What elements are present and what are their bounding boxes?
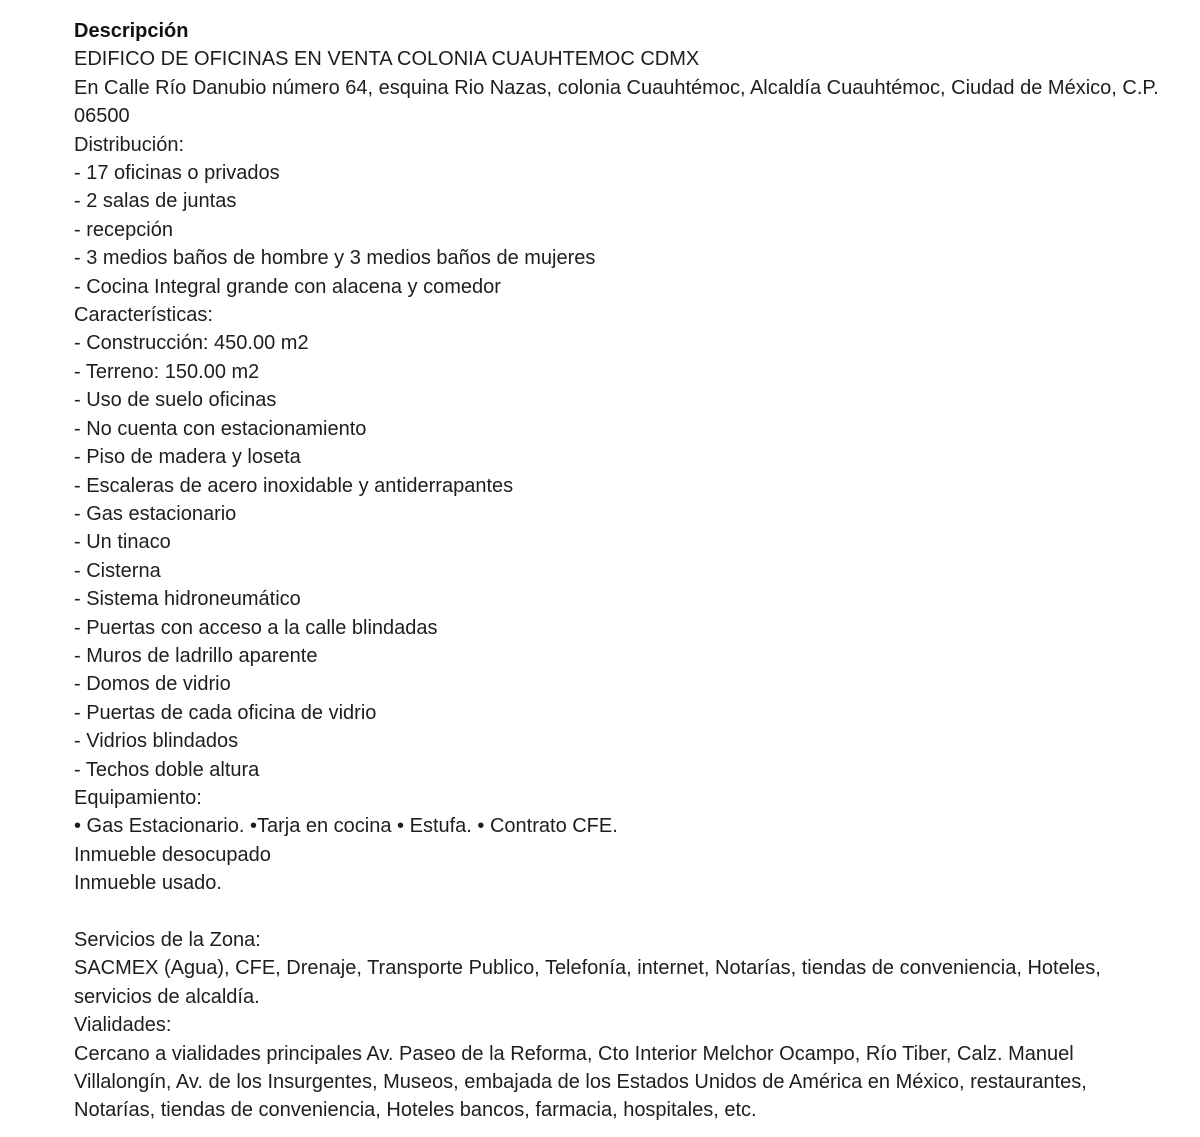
list-item: - Cocina Integral grande con alacena y comedor	[74, 275, 501, 298]
list-item: - Vidrios blindados	[74, 730, 239, 753]
list-item: - Muros de ladrillo aparente	[74, 644, 318, 667]
servicios-text: SACMEX (Agua), CFE, Drenaje, Transporte Publico, Telefonía, internet, Notarías, tiendas de conveniencia, Hoteles, servicios de alcaldía.	[74, 957, 1101, 1008]
list-item: - No cuenta con estacionamiento	[74, 417, 367, 440]
distribucion-label: Distribución:	[74, 133, 185, 156]
list-item: - Un tinaco	[74, 531, 171, 554]
list-item: - Techos doble altura	[74, 758, 260, 781]
list-item: - Piso de madera y loseta	[74, 446, 301, 469]
listing-title: EDIFICO DE OFICINAS EN VENTA COLONIA CUAUHTEMOC CDMX	[74, 48, 700, 71]
property-status-condition: Inmueble usado.	[74, 872, 222, 895]
list-item: - Cisterna	[74, 559, 161, 582]
list-item: - Construcción: 450.00 m2	[74, 332, 309, 355]
vialidades-text: Cercano a vialidades principales Av. Paseo de la Reforma, Cto Interior Melchor Ocampo, Río Tiber, Calz. Manuel Villalongín, Av. de los Insurgentes, Museos, embajada de los Estados Unidos de América en México, restaurantes, Notarías, tiendas de conveniencia, Hoteles bancos, farmacia, hospitales, etc.	[74, 1042, 1087, 1122]
list-item: - Puertas con acceso a la calle blindadas	[74, 616, 438, 639]
list-item: - Puertas de cada oficina de vidrio	[74, 701, 377, 724]
caracteristicas-label: Características:	[74, 304, 213, 327]
address-text: En Calle Río Danubio número 64, esquina Rio Nazas, colonia Cuauhtémoc, Alcaldía Cuauhtémoc, Ciudad de México, C.P. 06500	[74, 76, 1159, 128]
equipamiento-items: • Gas Estacionario. •Tarja en cocina • Estufa. • Contrato CFE.	[74, 815, 618, 838]
list-item: - 3 medios baños de hombre y 3 medios baños de mujeres	[74, 247, 596, 270]
list-item: - Sistema hidroneumático	[74, 588, 301, 611]
vialidades-label: Vialidades:	[74, 1014, 172, 1037]
description-document	[74, 17, 1164, 1125]
caracteristicas-list	[74, 329, 1164, 784]
list-item: - 17 oficinas o privados	[74, 162, 280, 185]
list-item: - Gas estacionario	[74, 502, 237, 525]
list-item: - Uso de suelo oficinas	[74, 389, 277, 412]
property-status-vacancy: Inmueble desocupado	[74, 843, 271, 866]
list-item: - recepción	[74, 218, 173, 241]
distribucion-list	[74, 159, 1164, 301]
list-item: - 2 salas de juntas	[74, 190, 237, 213]
list-item: - Domos de vidrio	[74, 673, 231, 696]
equipamiento-label: Equipamiento:	[74, 786, 202, 809]
description-heading: Descripción	[74, 20, 189, 42]
list-item: - Escaleras de acero inoxidable y antiderrapantes	[74, 474, 514, 497]
section-spacer	[74, 898, 1164, 926]
servicios-label: Servicios de la Zona:	[74, 928, 261, 951]
list-item: - Terreno: 150.00 m2	[74, 360, 260, 383]
